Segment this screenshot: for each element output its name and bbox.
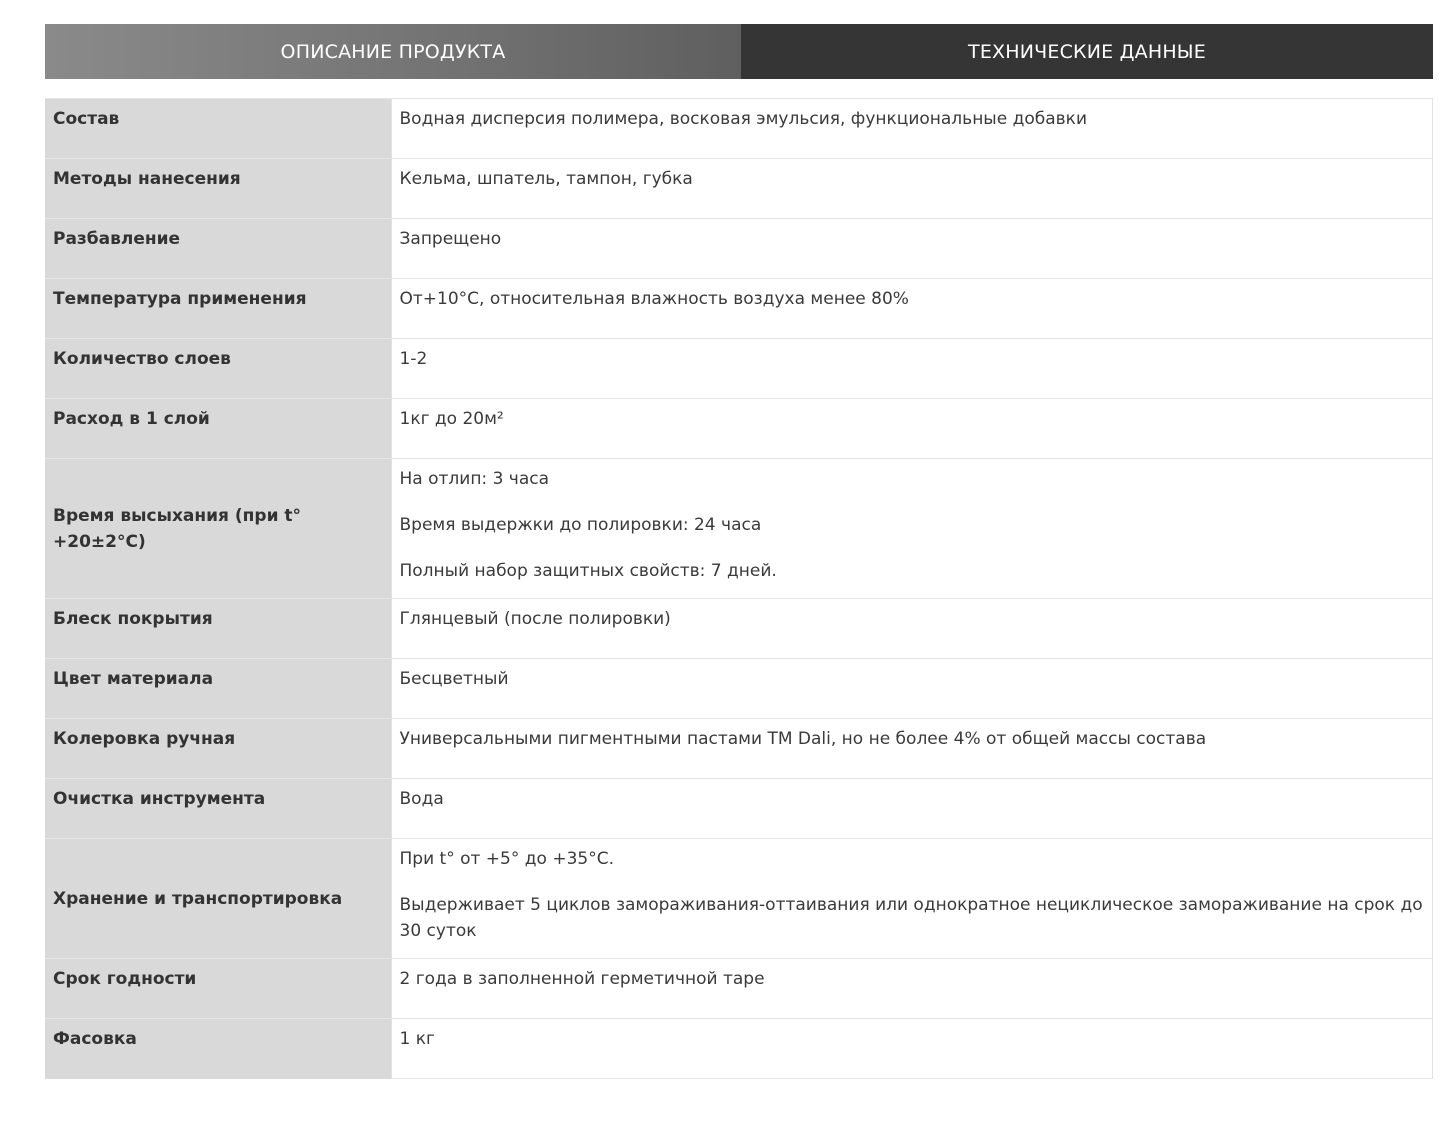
table-row (45, 659, 1433, 719)
table-row (45, 599, 1433, 659)
row-label: Время высыхания (при t° +20±2°С) (45, 459, 391, 599)
row-value: Бесцветный (391, 659, 1433, 719)
tab-bar (45, 24, 1433, 79)
value-line: Полный набор защитных свойств: 7 дней. (399, 561, 777, 581)
table-row (45, 339, 1433, 399)
row-label: Цвет материала (45, 659, 391, 719)
row-label: Температура применения (45, 279, 391, 339)
row-value: 1кг до 20м² (391, 399, 1433, 459)
row-label: Колеровка ручная (45, 719, 391, 779)
value-line: Выдерживает 5 циклов замораживания-оттаивания или однократное нециклическое замораживание на срок до 30 суток (399, 895, 1423, 941)
row-value: От+10°С, относительная влажность воздуха менее 80% (391, 279, 1433, 339)
table-row (45, 399, 1433, 459)
row-value: Водная дисперсия полимера, восковая эмульсия, функциональные добавки (391, 99, 1433, 159)
row-label: Расход в 1 слой (45, 399, 391, 459)
value-line: Время выдержки до полировки: 24 часа (399, 515, 762, 535)
row-label: Фасовка (45, 1019, 391, 1079)
row-label: Разбавление (45, 219, 391, 279)
table-row (45, 1019, 1433, 1079)
row-value: 2 года в заполненной герметичной таре (391, 959, 1433, 1019)
table-row (45, 99, 1433, 159)
table-row (45, 279, 1433, 339)
table-row (45, 839, 1433, 959)
table-row (45, 159, 1433, 219)
table-row (45, 779, 1433, 839)
row-label: Очистка инструмента (45, 779, 391, 839)
table-row (45, 459, 1433, 599)
row-label: Методы нанесения (45, 159, 391, 219)
row-label: Блеск покрытия (45, 599, 391, 659)
row-value: 1-2 (391, 339, 1433, 399)
table-row (45, 219, 1433, 279)
row-value (391, 839, 1433, 959)
row-label: Срок годности (45, 959, 391, 1019)
tab-product-description[interactable]: ОПИСАНИЕ ПРОДУКТА (45, 24, 741, 79)
row-value: Глянцевый (после полировки) (391, 599, 1433, 659)
row-value (391, 459, 1433, 599)
row-value: Вода (391, 779, 1433, 839)
table-row (45, 959, 1433, 1019)
technical-data-table (45, 98, 1433, 1079)
row-label: Количество слоев (45, 339, 391, 399)
value-line: При t° от +5° до +35°С. (399, 849, 614, 869)
table-row (45, 719, 1433, 779)
row-label: Состав (45, 99, 391, 159)
row-value: Запрещено (391, 219, 1433, 279)
row-value: Кельма, шпатель, тампон, губка (391, 159, 1433, 219)
row-value: Универсальными пигментными пастами ТМ Dali, но не более 4% от общей массы состава (391, 719, 1433, 779)
value-line: На отлип: 3 часа (399, 469, 550, 489)
tab-technical-data[interactable]: ТЕХНИЧЕСКИЕ ДАННЫЕ (741, 24, 1433, 79)
row-value: 1 кг (391, 1019, 1433, 1079)
row-label: Хранение и транспортировка (45, 839, 391, 959)
